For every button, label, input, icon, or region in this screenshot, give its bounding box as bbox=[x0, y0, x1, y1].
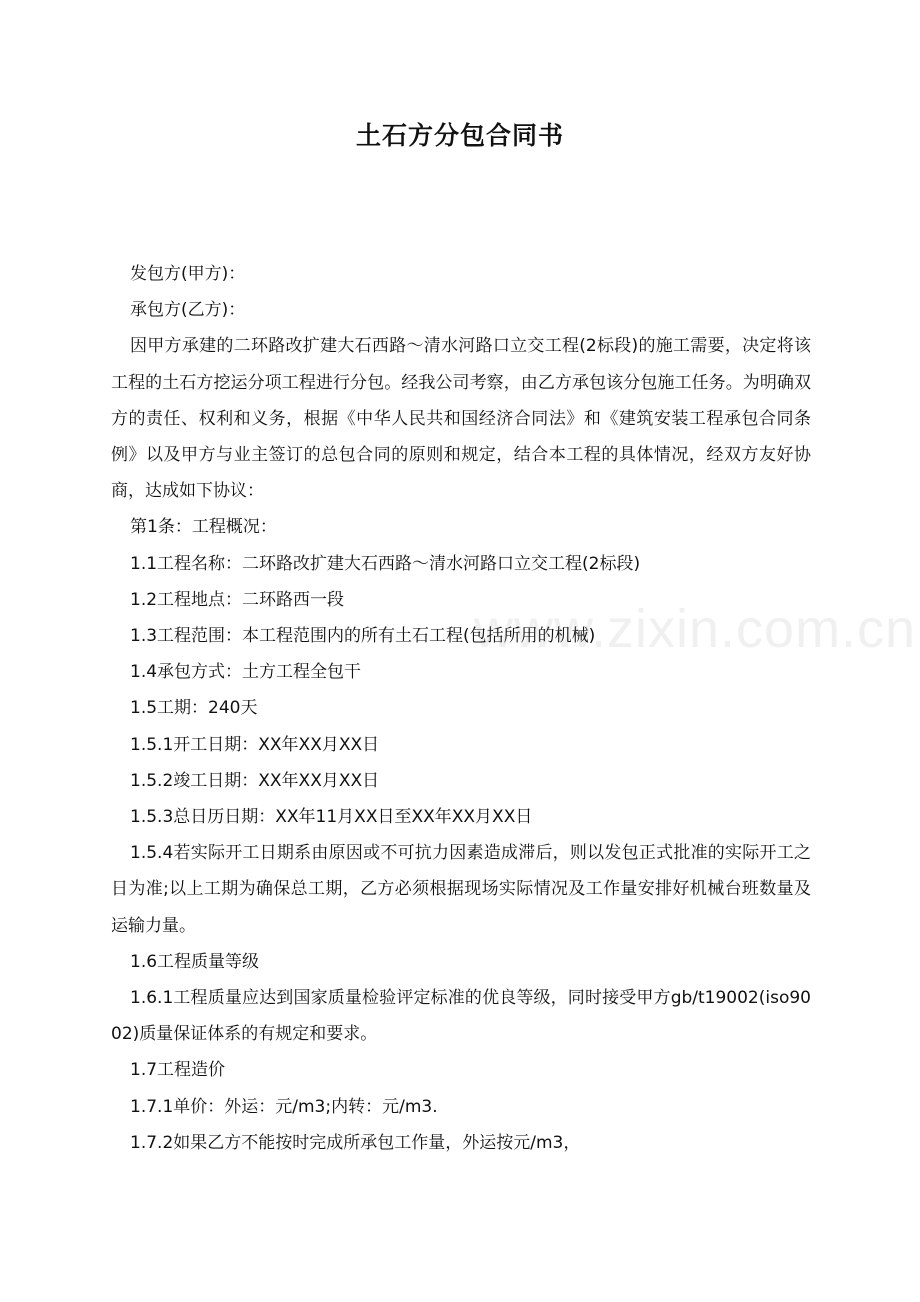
document-title: 土石方分包合同书 bbox=[355, 121, 564, 150]
clause-1-7-2: 1.7.2如果乙方不能按时完成所承包工作量，外运按元/m3， bbox=[130, 1132, 581, 1153]
clause-1-5-2: 1.5.2竣工日期：XX年XX月XX日 bbox=[130, 770, 380, 791]
clause-1-6-1: 1.6.1工程质量应达到国家质量检验评定标准的优良等级，同时接受甲方gb/t19002(iso9002)质量保证体系的有规定和要求。 bbox=[111, 988, 811, 1045]
watermark-text: www.zixin.com.cn bbox=[474, 599, 917, 659]
party-b-line: 承包方(乙方)： bbox=[130, 300, 246, 321]
article-1-heading: 第1条：工程概况： bbox=[130, 517, 277, 538]
clause-1-7: 1.7工程造价 bbox=[130, 1060, 226, 1081]
clause-1-5: 1.5工期：240天 bbox=[130, 698, 258, 719]
clause-1-1: 1.1工程名称：二环路改扩建大石西路～清水河路口立交工程(2标段) bbox=[130, 553, 641, 574]
clause-1-5-3: 1.5.3总日历日期：XX年11月XX日至XX年XX月XX日 bbox=[130, 807, 533, 828]
clause-1-6: 1.6工程质量等级 bbox=[130, 951, 260, 972]
clause-1-3: 1.3工程范围：本工程范围内的所有土石工程(包括所用的机械) bbox=[130, 626, 596, 647]
clause-1-2: 1.2工程地点：二环路西一段 bbox=[130, 589, 345, 610]
clause-1-7-1: 1.7.1单价：外运：元/m3;内转：元/m3. bbox=[130, 1096, 438, 1117]
clause-1-5-1: 1.5.1开工日期：XX年XX月XX日 bbox=[130, 734, 380, 755]
clause-1-5-4: 1.5.4若实际开工日期系由原因或不可抗力因素造成滞后，则以发包正式批准的实际开工之日为准;以上工期为确保总工期，乙方必须根据现场实际情况及工作量安排好机械台班数量及运输力量。 bbox=[111, 843, 811, 936]
party-a-line: 发包方(甲方)： bbox=[130, 264, 246, 284]
preamble-paragraph: 因甲方承建的二环路改扩建大石西路～清水河路口立交工程(2标段)的施工需要，决定将该工程的土石方挖运分项工程进行分包。经我公司考察，由乙方承包该分包施工任务。为明确双方的责任、权利和义务，根据《中华人民共和国经济合同法》和《建筑安装工程承包合同条例》以及甲方与业主签订的总包合同的原则和规定，结合本工程的具体情况，经双方友好协商，达成如下协议： bbox=[111, 336, 811, 502]
document-body bbox=[111, 256, 811, 1161]
clause-1-4: 1.4承包方式：土方工程全包干 bbox=[130, 662, 362, 683]
